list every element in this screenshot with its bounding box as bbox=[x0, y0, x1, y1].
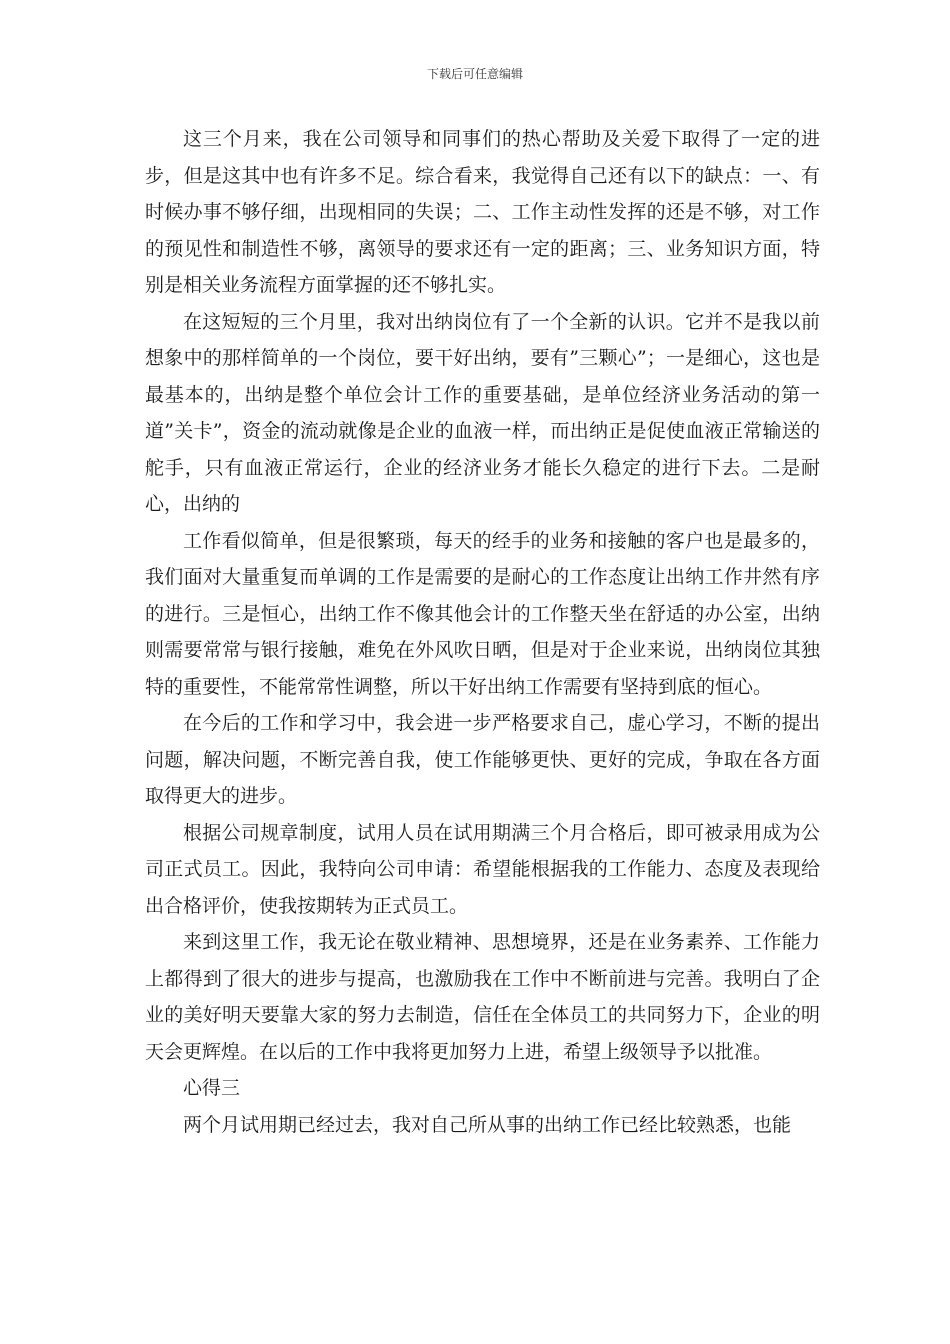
document-body bbox=[145, 121, 820, 1143]
section-heading: 心得三 bbox=[183, 1077, 241, 1099]
paragraph-gratitude: 来到这里工作，我无论在敬业精神、思想境界，还是在业务素养、工作能力上都得到了很大的进步与提高，也激励我在工作中不断前进与完善。我明白了企业的美好明天要靠大家的努力去制造，信任在全体员工的共同努力下，企业的明天会更辉煌。在以后的工作中我将更加努力上进，希望上级领导予以批准。 bbox=[145, 931, 820, 1063]
paragraph-shortcomings: 这三个月来，我在公司领导和同事们的热心帮助及关爱下取得了一定的进步，但是这其中也有许多不足。综合看来，我觉得自己还有以下的缺点：一、有时候办事不够仔细，出现相同的失误；二、工作主动性发挥的还是不够，对工作的预见性和制造性不够，离领导的要求还有一定的距离；三、业务知识方面，特别是相关业务流程方面掌握的还不够扎实。 bbox=[145, 128, 820, 296]
page-header-note: 下载后可任意编辑 bbox=[426, 67, 523, 81]
paragraph-patience-perseverance: 工作看似简单，但是很繁琐，每天的经手的业务和接触的客户也是最多的，我们面对大量重复而单调的工作是需要的是耐心的工作态度让出纳工作井然有序的进行。三是恒心，出纳工作不像其他会计的工作整天坐在舒适的办公室，出纳则需要常常与银行接触，难免在外风吹日晒，但是对于企业来说，出纳岗位其独特的重要性，不能常常性调整，所以干好出纳工作需要有坚持到底的恒心。 bbox=[145, 529, 820, 698]
paragraph-cashier-understanding: 在这短短的三个月里，我对出纳岗位有了一个全新的认识。它并不是我以前想象中的那样简单的一个岗位，要干好出纳，要有”三颗心”；一是细心，这也是最基本的，出纳是整个单位会计工作的重要基础，是单位经济业务活动的第一道”关卡”，资金的流动就像是企业的血液一样，而出纳正是促使血液正常输送的舵手，只有血液正常运行，企业的经济业务才能长久稳定的进行下去。二是耐心，出纳的 bbox=[145, 310, 820, 515]
paragraph-application: 根据公司规章制度，试用人员在试用期满三个月合格后，即可被录用成为公司正式员工。因此，我特向公司申请：希望能根据我的工作能力、态度及表现给出合格评价，使我按期转为正式员工。 bbox=[145, 821, 820, 917]
paragraph-future-plans: 在今后的工作和学习中，我会进一步严格要求自己，虚心学习，不断的提出问题，解决问题，不断完善自我，使工作能够更快、更好的完成，争取在各方面取得更大的进步。 bbox=[145, 712, 820, 807]
paragraph-final: 两个月试用期已经过去，我对自己所从事的出纳工作已经比较熟悉，也能 bbox=[183, 1113, 792, 1136]
